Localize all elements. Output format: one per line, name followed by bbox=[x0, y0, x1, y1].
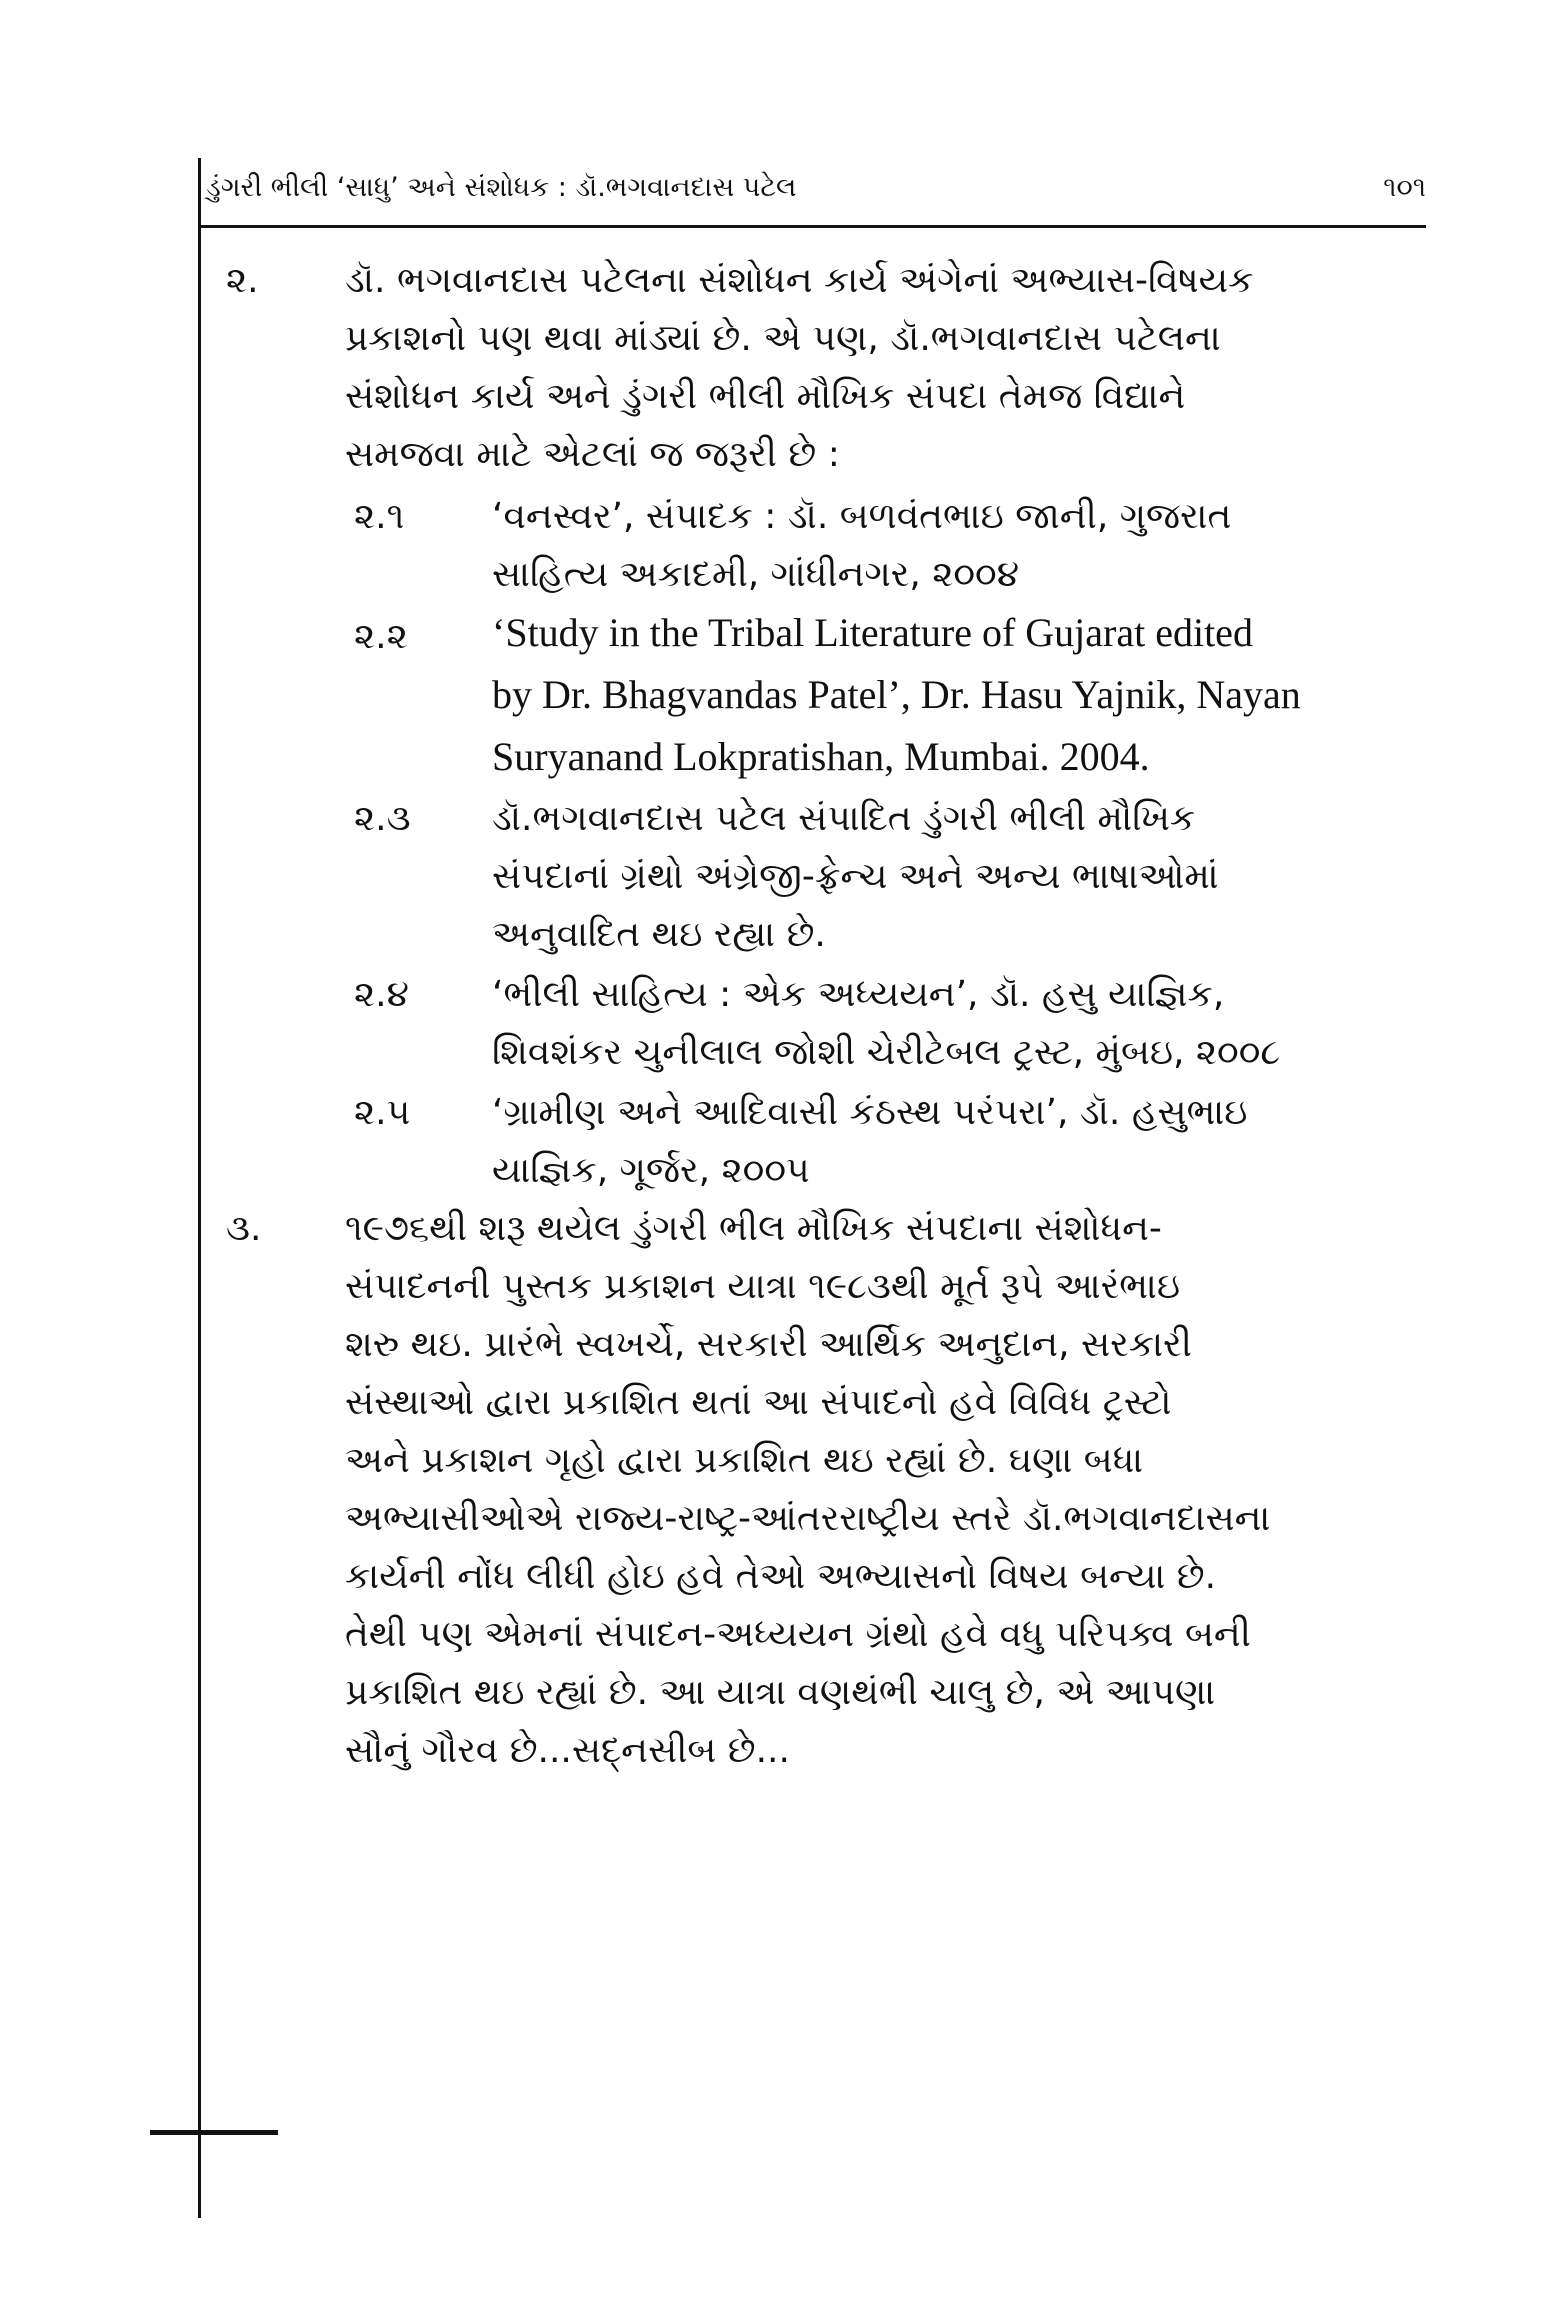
text-line: સંપદાનાં ગ્રંથો અંગ્રેજી-ફ્રેન્ચ અને અન્ય ભાષાઓમાં bbox=[492, 856, 1219, 897]
subitem-text bbox=[492, 790, 1219, 964]
text-line: by Dr. Bhagvandas Patel’, Dr. Hasu Yajnik, Nayan bbox=[492, 672, 1301, 717]
footer-rule bbox=[150, 2130, 278, 2135]
text-line: ‘ભીલી સાહિત્ય : એક અધ્યયન’, ડૉ. હસુ યાજ્ઞિક, bbox=[492, 974, 1225, 1015]
subitem-number: ૨.૨ bbox=[354, 616, 408, 657]
text-line: શિવશંકર ચુનીલાલ જોશી ચેરીટેબલ ટ્રસ્ટ, મુંબઇ, ૨૦૦૮ bbox=[492, 1032, 1281, 1073]
text-line: ૧૯૭૬થી શરૂ થયેલ ડુંગરી ભીલ મૌખિક સંપદાના સંશોધન- bbox=[345, 1208, 1162, 1249]
text-line: ‘વનસ્વર’, સંપાદક : ડૉ. બળવંતભાઇ જાની, ગુજરાત bbox=[492, 496, 1232, 537]
text-line: સાહિત્ય અકાદમી, ગાંધીનગર, ૨૦૦૪ bbox=[492, 554, 1020, 595]
text-line: અભ્યાસીઓએ રાજ્ય-રાષ્ટ્ર-આંતરરાષ્ટ્રીય સ્તરે ડૉ.ભગવાનદાસના bbox=[345, 1498, 1271, 1539]
running-title: ડુંગરી ભીલી ‘સાધુ’ અને સંશોધક : ડૉ.ભગવાનદાસ પટેલ bbox=[206, 172, 797, 203]
text-line: ડૉ. ભગવાનદાસ પટેલના સંશોધન કાર્ય અંગેનાં અભ્યાસ-વિષયક bbox=[345, 260, 1254, 301]
text-line: ‘ગ્રામીણ અને આદિવાસી કંઠસ્થ પરંપરા’, ડૉ. હસુભાઇ bbox=[492, 1092, 1248, 1133]
subitem-text bbox=[492, 488, 1231, 604]
text-line: સૌનું ગૌરવ છે...સદ્નસીબ છે... bbox=[345, 1730, 790, 1771]
section-paragraph bbox=[345, 1200, 1270, 1780]
subitem-number: ૨.૪ bbox=[354, 974, 409, 1015]
text-line: ‘Study in the Tribal Literature of Gujarat edited bbox=[492, 610, 1253, 655]
text-line: અને પ્રકાશન ગૃહો દ્વારા પ્રકાશિત થઇ રહ્યાં છે. ઘણા બધા bbox=[345, 1440, 1144, 1481]
text-line: શરુ થઇ. પ્રારંભે સ્વખર્ચે, સરકારી આર્થિક અનુદાન, સરકારી bbox=[345, 1324, 1192, 1365]
text-line: કાર્યની નોંધ લીધી હોઇ હવે તેઓ અભ્યાસનો વિષય બન્યા છે. bbox=[345, 1556, 1217, 1597]
header-rule bbox=[198, 225, 1426, 228]
subitem-text bbox=[492, 966, 1280, 1082]
text-line: Suryanand Lokpratishan, Mumbai. 2004. bbox=[492, 734, 1150, 779]
subitem-number: ૨.૩ bbox=[354, 798, 411, 839]
subitem-text bbox=[492, 604, 1301, 790]
text-line: તેથી પણ એમનાં સંપાદન-અધ્યયન ગ્રંથો હવે વધુ પરિપક્વ બની bbox=[345, 1614, 1251, 1655]
subitem-text bbox=[492, 1084, 1247, 1200]
section-paragraph bbox=[345, 252, 1254, 484]
running-header bbox=[206, 172, 1426, 222]
section-number: ૨. bbox=[226, 260, 259, 301]
text-line: સમજવા માટે એટલાં જ જરૂરી છે : bbox=[345, 434, 840, 475]
section-number: ૩. bbox=[226, 1208, 262, 1249]
text-line: પ્રકાશિત થઇ રહ્યાં છે. આ યાત્રા વણથંભી ચાલુ છે, એ આપણા bbox=[345, 1672, 1216, 1713]
left-margin-rule bbox=[198, 158, 201, 2218]
text-line: ડૉ.ભગવાનદાસ પટેલ સંપાદિત ડુંગરી ભીલી મૌખિક bbox=[492, 798, 1196, 839]
text-line: યાજ્ઞિક, ગૂર્જર, ૨૦૦૫ bbox=[492, 1150, 810, 1191]
text-line: સંપાદનની પુસ્તક પ્રકાશન યાત્રા ૧૯૮૩થી મૂર્ત રૂપે આરંભાઇ bbox=[345, 1266, 1181, 1307]
page-number: ૧૦૧ bbox=[1383, 172, 1426, 203]
text-line: પ્રકાશનો પણ થવા માંડ્યાં છે. એ પણ, ડૉ.ભગવાનદાસ પટેલના bbox=[345, 318, 1221, 359]
text-line: અનુવાદિત થઇ રહ્યા છે. bbox=[492, 914, 826, 955]
subitem-number: ૨.૧ bbox=[354, 496, 405, 537]
subitem-number: ૨.૫ bbox=[354, 1092, 411, 1133]
text-line: સંસ્થાઓ દ્વારા પ્રકાશિત થતાં આ સંપાદનો હવે વિવિધ ટ્રસ્ટો bbox=[345, 1382, 1172, 1423]
text-line: સંશોધન કાર્ય અને ડુંગરી ભીલી મૌખિક સંપદા તેમજ વિદ્યાને bbox=[345, 376, 1186, 417]
